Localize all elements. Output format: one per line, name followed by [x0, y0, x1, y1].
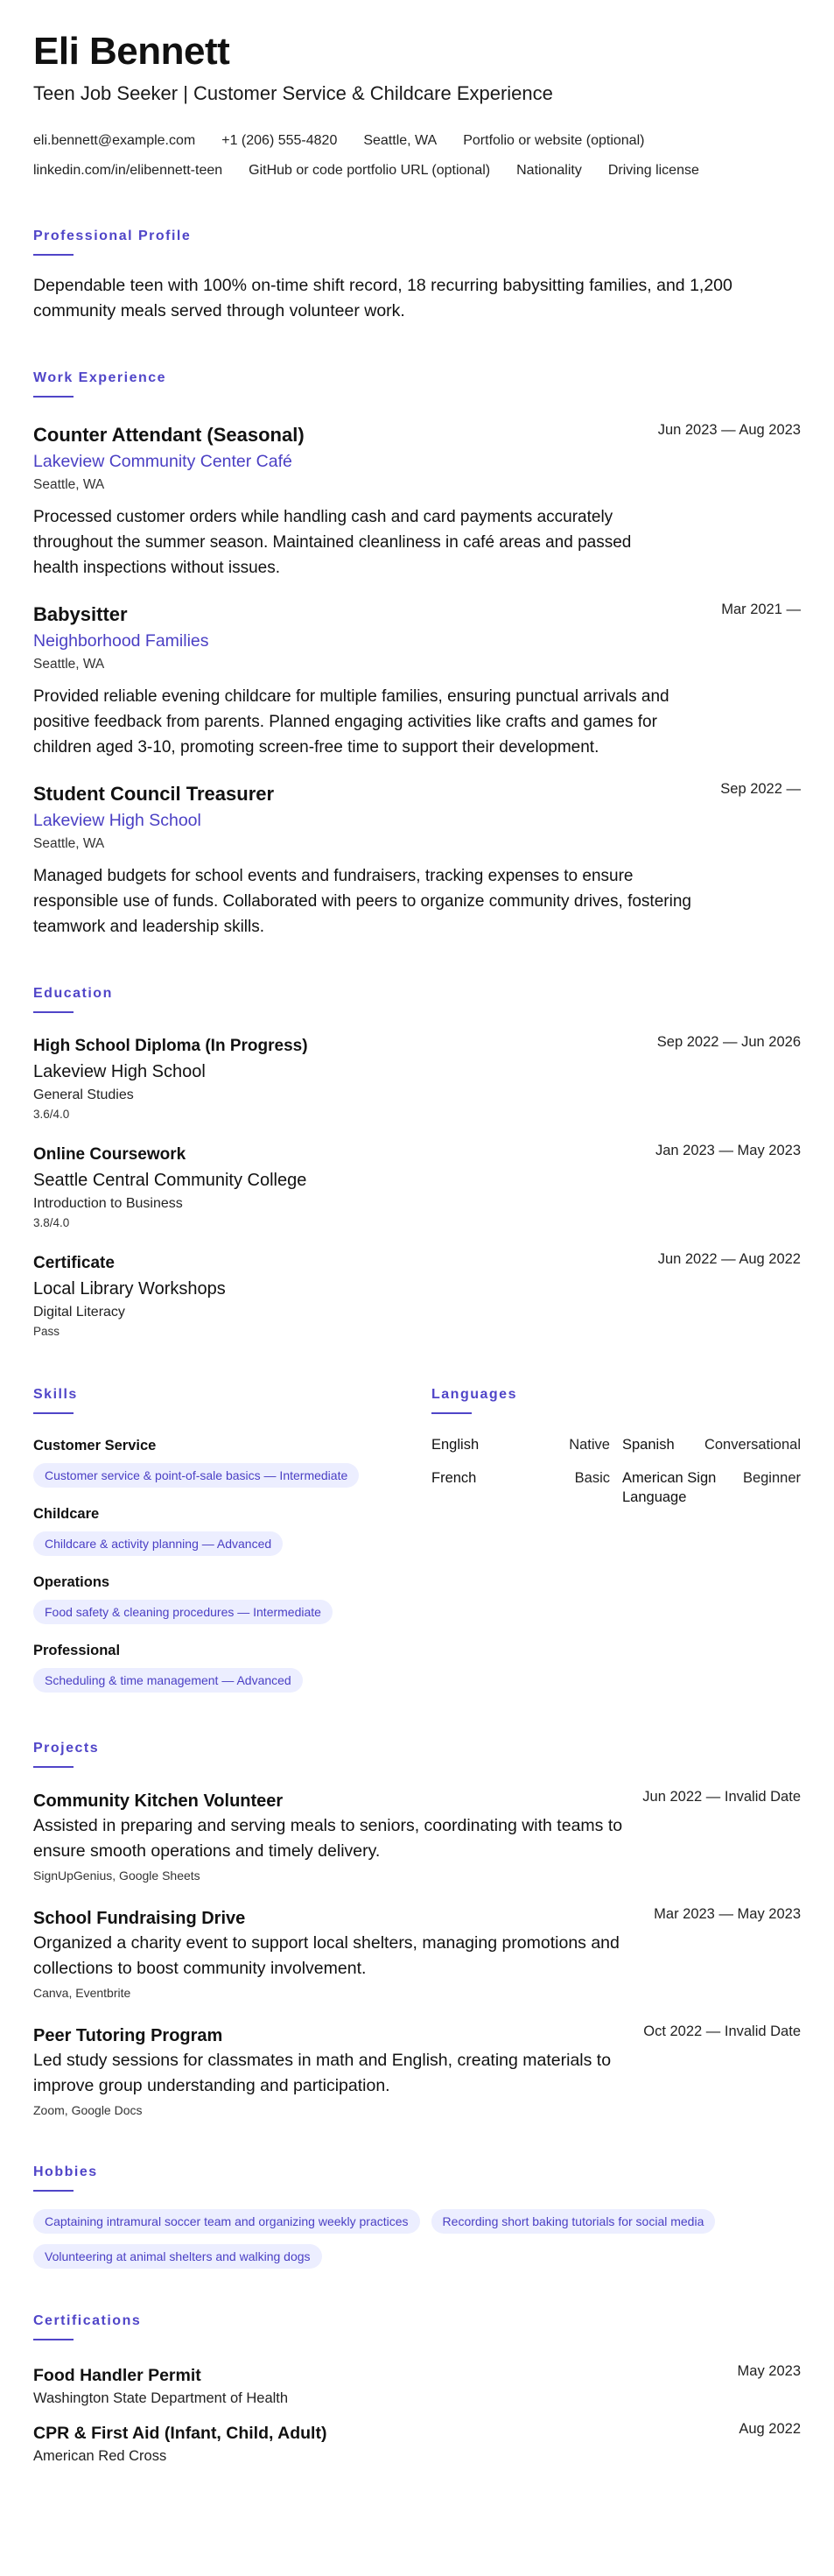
profile-text: Dependable teen with 100% on-time shift record, 18 recurring babysitting families, and 1,200 community meals served through volunteer work.	[33, 276, 732, 320]
project-description: Organized a charity event to support local shelters, managing promotions and collections to boost community involvement.	[33, 1933, 620, 1978]
education-field: General Studies	[33, 1087, 134, 1102]
skill-group	[33, 1640, 431, 1693]
language-name: English	[431, 1437, 480, 1453]
language-name: French	[431, 1470, 477, 1486]
contact-driving-license: Driving license	[607, 163, 699, 178]
contact-row-1	[33, 126, 801, 156]
contact-location: Seattle, WA	[363, 133, 438, 148]
language-item	[431, 1468, 610, 1507]
hobby-pill: Volunteering at animal shelters and walking dogs	[33, 2244, 322, 2269]
education-dates: Jan 2023 — May 2023	[655, 1143, 801, 1158]
education-section	[33, 985, 801, 1341]
education-entry	[33, 1251, 801, 1341]
certification-date: May 2023	[737, 2363, 801, 2379]
candidate-name: Eli Bennett	[33, 30, 230, 73]
job-description: Managed budgets for school events and fundraisers, tracking expenses to ensure responsible use of funds. Collaborated with peers to organize community drives, fostering teamwork and leadership skills.	[33, 867, 691, 936]
skill-category: Operations	[33, 1574, 110, 1590]
skill-group	[33, 1435, 431, 1488]
certification-issuer: American Red Cross	[33, 2448, 167, 2464]
job-dates: Jun 2023 — Aug 2023	[657, 422, 801, 438]
job-dates: Mar 2021 —	[721, 602, 801, 617]
project-description: Led study sessions for classmates in math and English, creating materials to improve group understanding and participation.	[33, 2051, 612, 2095]
certifications-section	[33, 2312, 801, 2467]
job-location: Seattle, WA	[33, 477, 105, 492]
hobbies-section	[33, 2164, 801, 2269]
project-tech: Zoom, Google Docs	[33, 2103, 143, 2117]
contact-email[interactable]: eli.bennett@example.com	[33, 133, 196, 148]
education-degree: Certificate	[33, 1254, 115, 1272]
skill-group	[33, 1503, 431, 1556]
project-title: Community Kitchen Volunteer	[33, 1791, 284, 1811]
certification-date: Aug 2022	[739, 2421, 801, 2437]
profile-section	[33, 228, 801, 324]
contact-nationality: Nationality	[516, 163, 582, 178]
section-title-profile: Professional Profile	[33, 229, 192, 243]
language-level: Conversational	[704, 1437, 801, 1453]
project-entry	[33, 1789, 801, 1885]
language-level: Native	[569, 1437, 610, 1453]
contact-row-2	[33, 156, 801, 186]
education-grade: Pass	[33, 1325, 60, 1338]
section-title-hobbies: Hobbies	[33, 2164, 98, 2179]
project-dates: Jun 2022 — Invalid Date	[642, 1789, 801, 1805]
education-grade: 3.6/4.0	[33, 1108, 70, 1121]
language-level: Beginner	[742, 1470, 801, 1486]
project-tech: SignUpGenius, Google Sheets	[33, 1869, 200, 1883]
project-title: School Fundraising Drive	[33, 1909, 246, 1928]
hobby-pill: Recording short baking tutorials for social media	[431, 2209, 716, 2234]
contact-portfolio[interactable]: Portfolio or website (optional)	[463, 133, 645, 148]
job-dates: Sep 2022 —	[720, 781, 801, 797]
hobby-pill: Captaining intramural soccer team and organizing weekly practices	[33, 2209, 420, 2234]
job-title: Counter Attendant (Seasonal)	[33, 424, 305, 446]
skill-category: Professional	[33, 1643, 121, 1658]
language-item	[431, 1435, 610, 1454]
section-rule	[33, 254, 74, 256]
education-field: Introduction to Business	[33, 1196, 183, 1211]
education-school: Lakeview High School	[33, 1062, 206, 1081]
job-description: Processed customer orders while handling cash and card payments accurately throughout the summer season. Maintained cleanliness in café areas and passed health inspections without issues.	[33, 508, 632, 577]
contact-linkedin[interactable]: linkedin.com/in/elibennett-teen	[33, 163, 223, 178]
education-school: Seattle Central Community College	[33, 1171, 307, 1190]
contact-phone[interactable]: +1 (206) 555-4820	[221, 133, 338, 148]
skill-pill: Childcare & activity planning — Advanced	[33, 1531, 283, 1556]
section-rule	[33, 1412, 74, 1414]
section-title-projects: Projects	[33, 1741, 100, 1756]
project-dates: Mar 2023 — May 2023	[654, 1906, 801, 1922]
education-dates: Sep 2022 — Jun 2026	[656, 1034, 801, 1050]
contact-github[interactable]: GitHub or code portfolio URL (optional)	[249, 163, 491, 178]
skill-pill: Customer service & point-of-sale basics — Intermediate	[33, 1463, 359, 1488]
section-title-skills: Skills	[33, 1387, 78, 1402]
skill-pill: Scheduling & time management — Advanced	[33, 1668, 303, 1693]
job-description: Provided reliable evening childcare for multiple families, ensuring punctual arrivals and positive feedback from parents. Planned engaging activities like crafts and games for children aged 3-10, promoting screen-free time to support their development.	[33, 687, 669, 757]
education-field: Digital Literacy	[33, 1305, 125, 1320]
job-title: Babysitter	[33, 603, 128, 625]
section-title-certifications: Certifications	[33, 2313, 142, 2328]
hobbies-list	[33, 2209, 801, 2269]
education-school: Local Library Workshops	[33, 1279, 226, 1299]
project-description: Assisted in preparing and serving meals to seniors, coordinating with teams to ensure smooth operations and timely delivery.	[33, 1816, 623, 1861]
skill-category: Childcare	[33, 1506, 100, 1522]
language-level: Basic	[574, 1470, 610, 1486]
project-tech: Canva, Eventbrite	[33, 1986, 131, 2000]
skills-section	[33, 1386, 431, 1693]
project-title: Peer Tutoring Program	[33, 2026, 223, 2045]
experience-entry	[33, 422, 801, 581]
experience-entry	[33, 602, 801, 760]
section-rule	[33, 396, 74, 398]
job-company: Lakeview Community Center Café	[33, 452, 292, 471]
section-title-experience: Work Experience	[33, 370, 167, 385]
skill-category: Customer Service	[33, 1438, 157, 1453]
job-title: Student Council Treasurer	[33, 783, 275, 805]
certification-name: CPR & First Aid (Infant, Child, Adult)	[33, 2424, 327, 2443]
section-title-languages: Languages	[431, 1387, 517, 1402]
section-rule	[431, 1412, 472, 1414]
headline: Teen Job Seeker | Customer Service & Childcare Experience	[33, 82, 553, 104]
job-location: Seattle, WA	[33, 836, 105, 851]
skill-pill: Food safety & cleaning procedures — Intermediate	[33, 1600, 333, 1624]
projects-section	[33, 1740, 801, 2120]
certification-entry	[33, 2363, 801, 2409]
job-location: Seattle, WA	[33, 657, 105, 672]
education-degree: High School Diploma (In Progress)	[33, 1037, 308, 1055]
language-name: American Sign Language	[622, 1470, 717, 1505]
section-rule	[33, 1766, 74, 1768]
section-title-education: Education	[33, 986, 113, 1001]
section-rule	[33, 2190, 74, 2192]
language-name: Spanish	[622, 1437, 675, 1453]
section-rule	[33, 2339, 74, 2340]
education-degree: Online Coursework	[33, 1145, 186, 1164]
project-entry	[33, 2023, 801, 2120]
job-company: Lakeview High School	[33, 811, 201, 830]
language-item	[622, 1435, 801, 1454]
experience-section	[33, 370, 801, 940]
languages-section	[431, 1386, 801, 1693]
education-grade: 3.8/4.0	[33, 1216, 70, 1229]
education-entry	[33, 1034, 801, 1123]
project-dates: Oct 2022 — Invalid Date	[643, 2023, 801, 2039]
certification-entry	[33, 2421, 801, 2467]
education-entry	[33, 1143, 801, 1232]
experience-entry	[33, 781, 801, 940]
education-dates: Jun 2022 — Aug 2022	[657, 1251, 801, 1267]
section-rule	[33, 1011, 74, 1013]
skill-group	[33, 1572, 431, 1624]
languages-grid	[431, 1435, 801, 1507]
certification-issuer: Washington State Department of Health	[33, 2390, 289, 2406]
skills-languages-row	[33, 1386, 801, 1693]
certification-name: Food Handler Permit	[33, 2366, 201, 2385]
language-item	[622, 1468, 801, 1507]
project-entry	[33, 1906, 801, 2002]
job-company: Neighborhood Families	[33, 631, 209, 651]
